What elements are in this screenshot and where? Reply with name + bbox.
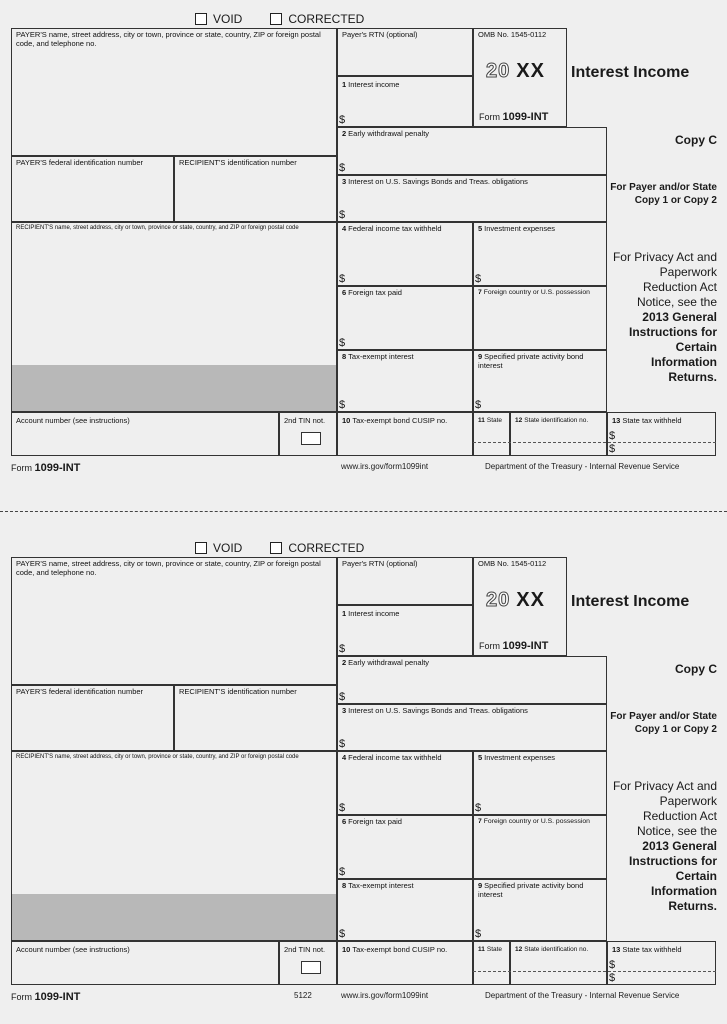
payer-rtn-field[interactable]: [337, 557, 473, 605]
box-10-label: 10 Tax-exempt bond CUSIP no.: [342, 945, 448, 954]
box-5-label: 5 Investment expenses: [478, 224, 556, 233]
payer-name-field[interactable]: [11, 28, 337, 156]
footer-form-prefix: Form: [11, 992, 32, 1002]
cut-line: [0, 511, 727, 512]
form-prefix: Form: [479, 112, 500, 122]
year-prefix: 20: [486, 60, 511, 82]
box-9-private-activity[interactable]: [473, 350, 607, 412]
box-10-cusip[interactable]: [337, 941, 473, 985]
box-13-state-withheld[interactable]: [607, 412, 716, 456]
box-9-label: 9 Specified private activity bond interest: [478, 352, 584, 370]
box-11-label: 11 State: [478, 417, 503, 424]
recipient-id-field[interactable]: [174, 685, 337, 751]
corrected-checkbox[interactable]: [270, 12, 364, 26]
payer-fed-id-label: PAYER'S federal identification number: [16, 158, 144, 167]
account-number-label: Account number (see instructions): [16, 416, 130, 425]
box-5-investment-expenses[interactable]: [473, 222, 607, 286]
privacy-text: For Privacy Act and Paperwork Reduction Act Notice, see the: [612, 250, 717, 309]
box-2-early-withdrawal[interactable]: [337, 127, 607, 175]
box-11-state[interactable]: [473, 941, 510, 985]
box-6-label: 6 Foreign tax paid: [342, 817, 402, 826]
footer-form-name: 1099-INT: [34, 991, 81, 1003]
box-6-foreign-tax[interactable]: [337, 815, 473, 879]
dollar-sign: $: [339, 643, 346, 655]
form-name: 1099-INT: [502, 111, 549, 123]
account-number-label: Account number (see instructions): [16, 945, 130, 954]
shaded-area: [12, 894, 336, 940]
box-10-cusip[interactable]: [337, 412, 473, 456]
year-suffix: XX: [516, 589, 545, 611]
recipient-name-label: RECIPIENT'S name, street address, city or town, province or state, country, and ZIP or foreign postal code: [16, 225, 299, 231]
box-2-label: 2 Early withdrawal penalty: [342, 658, 430, 667]
form-title: Interest Income: [571, 64, 690, 81]
dollar-sign: $: [609, 972, 616, 984]
recipient-id-label: RECIPIENT'S identification number: [179, 158, 297, 167]
box-5-investment-expenses[interactable]: [473, 751, 607, 815]
second-tin-checkbox[interactable]: [301, 961, 321, 974]
account-number-field[interactable]: [11, 412, 279, 456]
form-id: [479, 640, 548, 652]
void-box[interactable]: [195, 542, 207, 554]
void-checkbox[interactable]: [195, 12, 242, 26]
dollar-sign: $: [475, 273, 482, 285]
payer-name-field[interactable]: [11, 557, 337, 685]
box-7-label: 7 Foreign country or U.S. possession: [478, 289, 590, 296]
dollar-sign: $: [339, 337, 346, 349]
omb-number: OMB No. 1545-0112: [478, 559, 547, 568]
dollar-sign: $: [609, 430, 616, 442]
omb-number: OMB No. 1545-0112: [478, 30, 547, 39]
box-12-label: 12 State identification no.: [515, 946, 589, 953]
privacy-text: For Privacy Act and Paperwork Reduction Act Notice, see the: [612, 779, 717, 838]
checkbox-row: [195, 541, 364, 555]
dollar-sign: $: [475, 928, 482, 940]
shaded-area: [12, 365, 336, 411]
box-3-savings-bonds[interactable]: [337, 175, 607, 222]
dollar-sign: $: [339, 866, 346, 878]
payer-name-label: PAYER'S name, street address, city or town, province or state, country, ZIP or foreign postal code, and telephone no.: [16, 30, 321, 48]
box-9-label: 9 Specified private activity bond interest: [478, 881, 584, 899]
privacy-notice: [607, 779, 717, 914]
dollar-sign: $: [339, 162, 346, 174]
box-2-early-withdrawal[interactable]: [337, 656, 607, 704]
form-grid: [11, 557, 716, 985]
footer-url[interactable]: www.irs.gov/form1099int: [341, 991, 429, 1000]
void-checkbox[interactable]: [195, 541, 242, 555]
copy-label: Copy C: [675, 662, 717, 676]
box-5-label: 5 Investment expenses: [478, 753, 556, 762]
box-8-label: 8 Tax-exempt interest: [342, 881, 414, 890]
recipient-id-field[interactable]: [174, 156, 337, 222]
recipient-name-field[interactable]: [11, 751, 337, 941]
dollar-sign: $: [475, 802, 482, 814]
box-8-tax-exempt[interactable]: [337, 350, 473, 412]
dollar-sign: $: [339, 273, 346, 285]
dollar-sign: $: [609, 959, 616, 971]
recipient-id-label: RECIPIENT'S identification number: [179, 687, 297, 696]
payer-rtn-field[interactable]: [337, 28, 473, 76]
box-11-label: 11 State: [478, 946, 503, 953]
corrected-label: CORRECTED: [288, 541, 365, 555]
box-1-interest-income[interactable]: [337, 76, 473, 127]
corrected-box[interactable]: [270, 13, 282, 25]
corrected-box[interactable]: [270, 542, 282, 554]
state-divider: [473, 442, 716, 443]
box-13-state-withheld[interactable]: [607, 941, 716, 985]
form-name: 1099-INT: [502, 640, 549, 652]
dollar-sign: $: [339, 928, 346, 940]
box-7-label: 7 Foreign country or U.S. possession: [478, 818, 590, 825]
box-8-label: 8 Tax-exempt interest: [342, 352, 414, 361]
box-2-label: 2 Early withdrawal penalty: [342, 129, 430, 138]
corrected-label: CORRECTED: [288, 12, 365, 26]
footer-department: Department of the Treasury - Internal Revenue Service: [485, 462, 680, 471]
copy-recipient-text: For Payer and/or State Copy 1 or Copy 2: [610, 711, 717, 735]
copy-recipient-text: For Payer and/or State Copy 1 or Copy 2: [610, 182, 717, 206]
tax-year: [486, 60, 545, 83]
box-6-foreign-tax[interactable]: [337, 286, 473, 350]
form-grid: [11, 28, 716, 456]
footer-form-prefix: Form: [11, 463, 32, 473]
payer-rtn-label: Payer's RTN (optional): [342, 30, 418, 39]
recipient-name-field[interactable]: [11, 222, 337, 412]
second-tin-checkbox[interactable]: [301, 432, 321, 445]
box-13-label: 13 State tax withheld: [612, 945, 682, 954]
payer-name-label: PAYER'S name, street address, city or town, province or state, country, ZIP or foreign postal code, and telephone no.: [16, 559, 321, 577]
form-id: [479, 111, 548, 123]
box-8-tax-exempt[interactable]: [337, 879, 473, 941]
footer-form-name: 1099-INT: [34, 462, 81, 474]
payer-fed-id-field[interactable]: [11, 685, 174, 751]
void-box[interactable]: [195, 13, 207, 25]
footer-catalog-code: 5122: [294, 991, 312, 1000]
box-9-private-activity[interactable]: [473, 879, 607, 941]
dollar-sign: $: [339, 399, 346, 411]
box-1-interest-income[interactable]: [337, 605, 473, 656]
box-4-label: 4 Federal income tax withheld: [342, 224, 442, 233]
state-divider: [473, 971, 716, 972]
privacy-notice: [607, 250, 717, 385]
dollar-sign: $: [339, 802, 346, 814]
form-title: Interest Income: [571, 593, 690, 610]
payer-fed-id-field[interactable]: [11, 156, 174, 222]
tax-year: [486, 589, 545, 612]
privacy-bold-text: 2013 General Instructions for Certain Information Returns.: [628, 310, 717, 384]
second-tin-label: 2nd TIN not.: [284, 945, 326, 954]
footer-department: Department of the Treasury - Internal Revenue Service: [485, 991, 680, 1000]
footer-url[interactable]: www.irs.gov/form1099int: [341, 462, 429, 471]
dollar-sign: $: [339, 114, 346, 126]
form-copy-1: [0, 0, 727, 500]
box-3-savings-bonds[interactable]: [337, 704, 607, 751]
box-3-label: 3 Interest on U.S. Savings Bonds and Treas. obligations: [342, 706, 528, 715]
checkbox-row: [195, 12, 364, 26]
box-12-label: 12 State identification no.: [515, 417, 589, 424]
privacy-bold-text: 2013 General Instructions for Certain Information Returns.: [628, 839, 717, 913]
box-4-federal-withheld[interactable]: [337, 222, 473, 286]
dollar-sign: $: [475, 399, 482, 411]
recipient-name-label: RECIPIENT'S name, street address, city or town, province or state, country, and ZIP or foreign postal code: [16, 754, 299, 760]
box-12-state-id[interactable]: [510, 941, 607, 985]
dollar-sign: $: [339, 738, 346, 750]
year-prefix: 20: [486, 589, 511, 611]
box-4-federal-withheld[interactable]: [337, 751, 473, 815]
dollar-sign: $: [339, 691, 346, 703]
form-copy-2: [0, 529, 727, 1024]
box-1-label: 1 Interest income: [342, 609, 400, 618]
dollar-sign: $: [609, 443, 616, 455]
box-7-foreign-country[interactable]: [473, 815, 607, 879]
box-6-label: 6 Foreign tax paid: [342, 288, 402, 297]
footer-form-id: [11, 462, 80, 474]
dollar-sign: $: [339, 209, 346, 221]
box-13-label: 13 State tax withheld: [612, 416, 682, 425]
year-suffix: XX: [516, 60, 545, 82]
corrected-checkbox[interactable]: [270, 541, 364, 555]
box-7-foreign-country[interactable]: [473, 286, 607, 350]
box-1-label: 1 Interest income: [342, 80, 400, 89]
box-10-label: 10 Tax-exempt bond CUSIP no.: [342, 416, 448, 425]
payer-rtn-label: Payer's RTN (optional): [342, 559, 418, 568]
form-prefix: Form: [479, 641, 500, 651]
void-label: VOID: [213, 541, 243, 555]
box-12-state-id[interactable]: [510, 412, 607, 456]
copy-label: Copy C: [675, 133, 717, 147]
box-4-label: 4 Federal income tax withheld: [342, 753, 442, 762]
box-3-label: 3 Interest on U.S. Savings Bonds and Treas. obligations: [342, 177, 528, 186]
footer-form-id: [11, 991, 80, 1003]
void-label: VOID: [213, 12, 243, 26]
second-tin-label: 2nd TIN not.: [284, 416, 326, 425]
account-number-field[interactable]: [11, 941, 279, 985]
payer-fed-id-label: PAYER'S federal identification number: [16, 687, 144, 696]
box-11-state[interactable]: [473, 412, 510, 456]
